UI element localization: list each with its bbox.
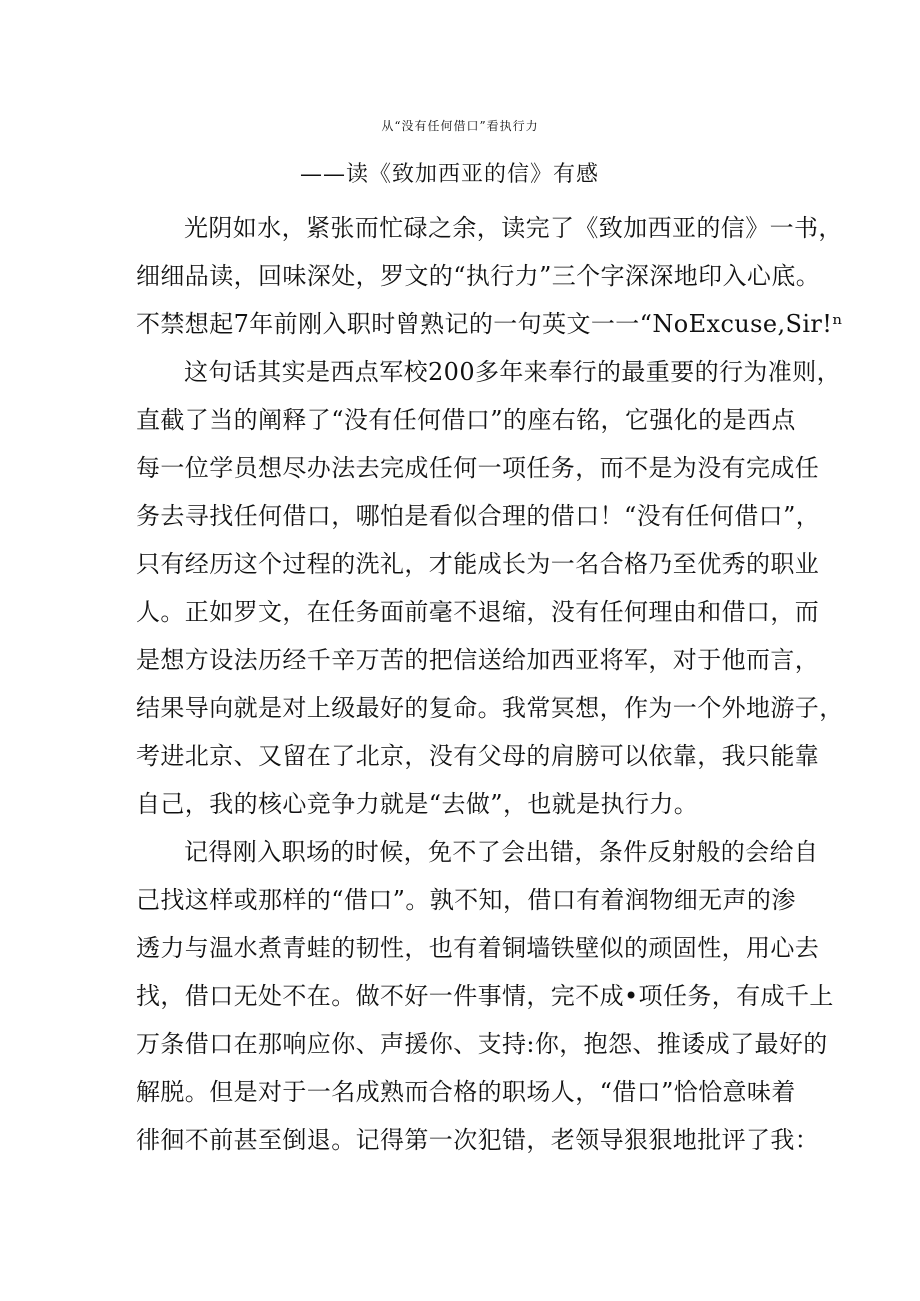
paragraph-2-line-1: 这句话其实是西点军校200多年来奉行的最重要的行为准则， bbox=[184, 358, 842, 386]
paragraph-2-line-4: 务去寻找任何借口，哪怕是看似合理的借口！“没有任何借口”， bbox=[136, 502, 821, 530]
paragraph-3-line-5: 万条借口在那响应你、声援你、支持:你，抱怨、推诿成了最好的 bbox=[136, 1030, 828, 1058]
paragraph-3-line-4: 找，借口无处不在。做不好一件事情，完不成•项任务，有成千上 bbox=[136, 982, 834, 1010]
document-title: 从“没有任何借口”看执行力 bbox=[381, 119, 539, 133]
paragraph-1-line-3: 不禁想起7年前刚入职时曾熟记的一句英文一一“NoExcuse,Sir!ⁿ bbox=[136, 310, 844, 338]
paragraph-3-line-7: 徘徊不前甚至倒退。记得第一次犯错，老领导狠狠地批评了我： bbox=[136, 1126, 820, 1154]
paragraph-2-line-6: 人。正如罗文，在任务面前毫不退缩，没有任何理由和借口，而 bbox=[136, 598, 820, 626]
paragraph-2-line-2: 直截了当的阐释了“没有任何借口”的座右铭，它强化的是西点 bbox=[136, 406, 796, 434]
paragraph-2-line-5: 只有经历这个过程的洗礼，才能成长为一名合格乃至优秀的职业 bbox=[136, 550, 820, 578]
paragraph-3-line-1: 记得刚入职场的时候，免不了会出错，条件反射般的会给自 bbox=[184, 838, 819, 866]
paragraph-2-line-3: 每一位学员想尽办法去完成任何一项任务，而不是为没有完成任 bbox=[136, 454, 820, 482]
paragraph-3-line-3: 透力与温水煮青蛙的韧性，也有着铜墙铁壁似的顽固性，用心去 bbox=[136, 934, 820, 962]
paragraph-2-line-7: 是想方设法历经千辛万苦的把信送给加西亚将军，对于他而言， bbox=[136, 646, 820, 674]
paragraph-2-line-8: 结果导向就是对上级最好的复命。我常冥想，作为一个外地游子， bbox=[136, 694, 844, 722]
paragraph-2-line-10: 自己，我的核心竞争力就是“去做”，也就是执行力。 bbox=[136, 790, 699, 818]
paragraph-1-line-1: 光阴如水，紧张而忙碌之余，读完了《致加西亚的信》一书， bbox=[184, 214, 843, 242]
paragraph-3-line-6: 解脱。但是对于一名成熟而合格的职场人，“借口”恰恰意味着 bbox=[136, 1078, 796, 1106]
paragraph-1-line-2: 细细品读，回味深处，罗文的“执行力”三个字深深地印入心底。 bbox=[136, 262, 821, 290]
document-subtitle: ——读《致加西亚的信》有感 bbox=[300, 162, 600, 187]
paragraph-2-line-9: 考进北京、又留在了北京，没有父母的肩膀可以依靠，我只能靠 bbox=[136, 742, 820, 770]
paragraph-3-line-2: 己找这样或那样的“借口”。孰不知，借口有着润物细无声的渗 bbox=[136, 886, 796, 914]
